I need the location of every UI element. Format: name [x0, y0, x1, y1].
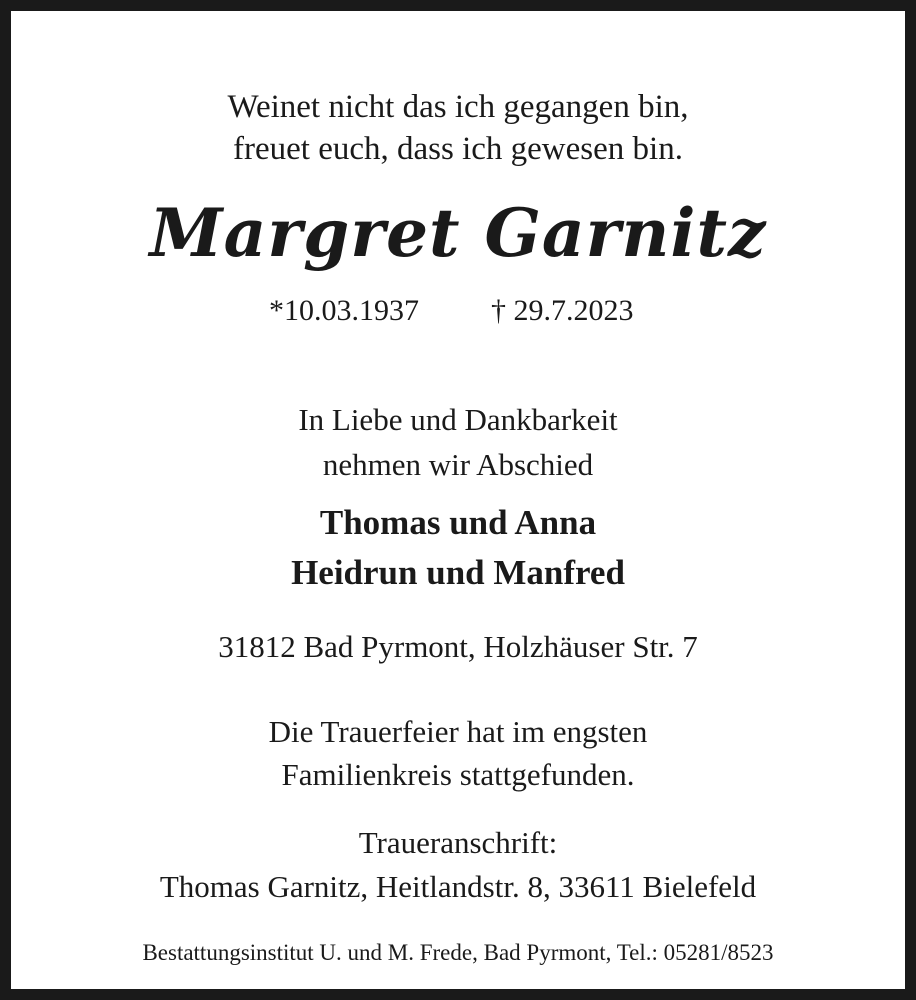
verse-line-2: freuet euch, dass ich gewesen bin. [233, 131, 683, 167]
farewell-line-2: nehmen wir Abschied [322, 447, 594, 482]
birth-date: *10.03.1937 [269, 294, 419, 327]
deceased-name: Margret Garnitz [149, 194, 767, 272]
mourning-address-label: Traueranschrift: [358, 825, 558, 860]
ceremony-line-1: Die Trauerfeier hat im engsten [268, 714, 648, 749]
ceremony-line-2: Familienkreis stattgefunden. [281, 757, 635, 792]
life-dates [11, 291, 905, 331]
verse-line-1: Weinet nicht das ich gegangen bin, [227, 89, 689, 125]
death-date: † 29.7.2023 [491, 294, 634, 327]
family-line-1: Thomas und Anna [319, 503, 597, 542]
undertaker-info: Bestattungsinstitut U. und M. Frede, Bad Pyrmont, Tel.: 05281/8523 [142, 940, 774, 965]
farewell-line-1: In Liebe und Dankbarkeit [298, 402, 618, 437]
family-line-2: Heidrun und Manfred [291, 553, 625, 592]
mourning-address-value: Thomas Garnitz, Heitlandstr. 8, 33611 Bielefeld [159, 869, 757, 904]
family-address: 31812 Bad Pyrmont, Holzhäuser Str. 7 [218, 629, 698, 664]
